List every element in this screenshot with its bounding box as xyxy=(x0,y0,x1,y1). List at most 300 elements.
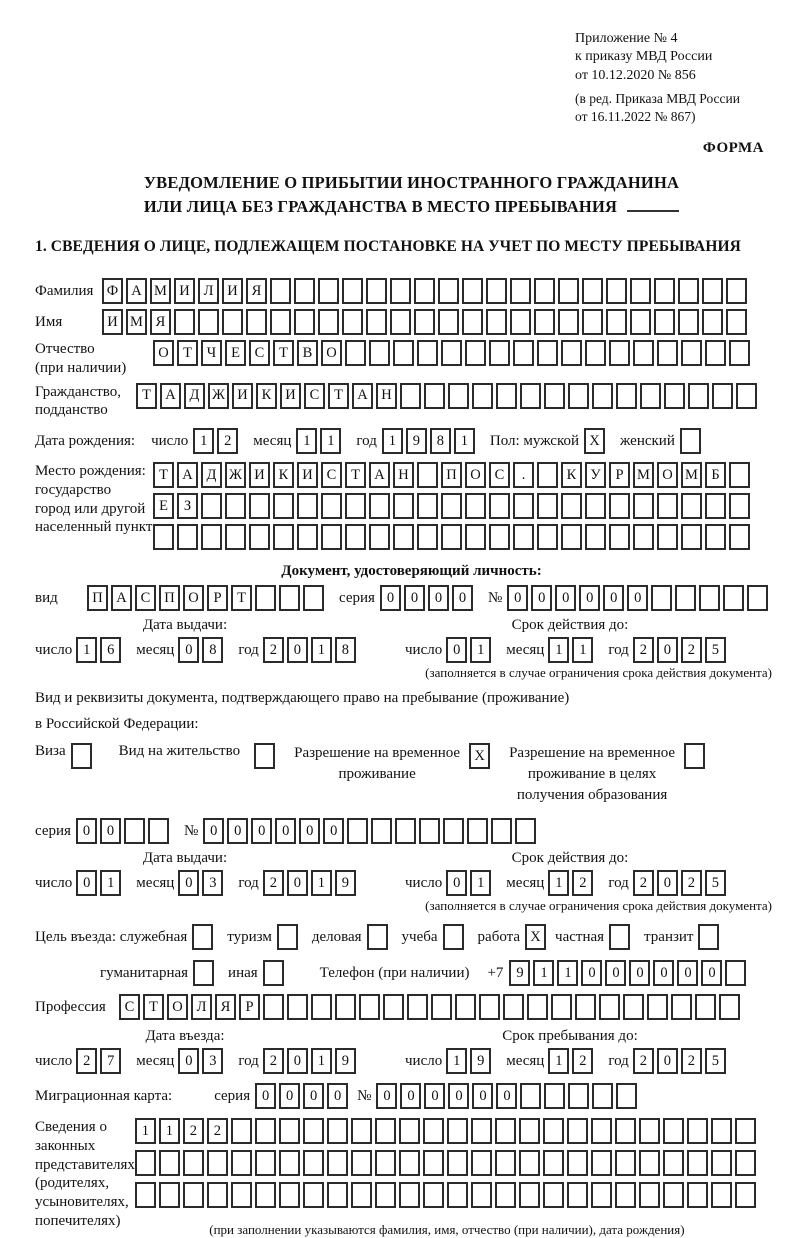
migration-card-number-input-cell-4[interactable]: 0 xyxy=(448,1083,469,1109)
surname-input-cell-5[interactable]: Л xyxy=(198,278,219,304)
profession-input-cell-18[interactable] xyxy=(527,994,548,1020)
id-issue-year-input-cell-2[interactable]: 0 xyxy=(287,637,308,663)
permit-number-input-cell-5[interactable]: 0 xyxy=(299,818,320,844)
patronymic-input-cell-21[interactable] xyxy=(633,340,654,366)
name-input-cell-23[interactable] xyxy=(630,309,651,335)
birthplace-input-row1-cell-5[interactable]: И xyxy=(249,462,270,488)
legal-reps-input-row2-cell-13[interactable] xyxy=(423,1150,444,1176)
name-input-cell-24[interactable] xyxy=(654,309,675,335)
birthplace-input-row1-cell-25[interactable] xyxy=(729,462,750,488)
legal-reps-input-row2-cell-10[interactable] xyxy=(351,1150,372,1176)
id-expiry-day-input-cell-2[interactable]: 1 xyxy=(470,637,491,663)
permit-number-input-cell-7[interactable] xyxy=(347,818,368,844)
migration-card-number-input-cell-5[interactable]: 0 xyxy=(472,1083,493,1109)
legal-reps-input-row3-cell-2[interactable] xyxy=(159,1182,180,1208)
name-input-cell-20[interactable] xyxy=(558,309,579,335)
legal-reps-input-row1-cell-23[interactable] xyxy=(663,1118,684,1144)
birthplace-input-row2-cell-21[interactable] xyxy=(633,493,654,519)
permit-number-input-cell-1[interactable]: 0 xyxy=(203,818,224,844)
permit-series-input-cell-3[interactable] xyxy=(124,818,145,844)
migration-card-series-input-cell-4[interactable]: 0 xyxy=(327,1083,348,1109)
birthplace-input-row2-cell-13[interactable] xyxy=(441,493,462,519)
citizenship-input-cell-4[interactable]: Ж xyxy=(208,383,229,409)
citizenship-input-cell-16[interactable] xyxy=(496,383,517,409)
stay-day-input-cell-2[interactable]: 9 xyxy=(470,1048,491,1074)
permit-expiry-year-input-cell-1[interactable]: 2 xyxy=(633,870,654,896)
visa-checkbox-cell-1[interactable] xyxy=(71,743,92,769)
phone-input-cell-2[interactable]: 1 xyxy=(533,960,554,986)
migration-card-series-input-cell-1[interactable]: 0 xyxy=(255,1083,276,1109)
id-expiry-year-input-cell-4[interactable]: 5 xyxy=(705,637,726,663)
birthplace-input-row2-cell-5[interactable] xyxy=(249,493,270,519)
legal-reps-input-row3-cell-5[interactable] xyxy=(231,1182,252,1208)
id-expiry-month-input-cell-2[interactable]: 1 xyxy=(572,637,593,663)
patronymic-input-cell-11[interactable] xyxy=(393,340,414,366)
citizenship-input-cell-15[interactable] xyxy=(472,383,493,409)
profession-input-cell-20[interactable] xyxy=(575,994,596,1020)
legal-reps-input-row3-cell-7[interactable] xyxy=(279,1182,300,1208)
birthplace-input-row3-cell-5[interactable] xyxy=(249,524,270,550)
surname-input-cell-6[interactable]: И xyxy=(222,278,243,304)
patronymic-input-cell-14[interactable] xyxy=(465,340,486,366)
birthplace-input-row1-cell-10[interactable]: А xyxy=(369,462,390,488)
legal-reps-input-row2-cell-18[interactable] xyxy=(543,1150,564,1176)
legal-reps-input-row3-cell-17[interactable] xyxy=(519,1182,540,1208)
legal-reps-input-row1-cell-12[interactable] xyxy=(399,1118,420,1144)
legal-reps-input-row2-cell-11[interactable] xyxy=(375,1150,396,1176)
birthplace-input-row3-cell-17[interactable] xyxy=(537,524,558,550)
birthplace-input-row2-cell-18[interactable] xyxy=(561,493,582,519)
permit-issue-year-input-cell-1[interactable]: 2 xyxy=(263,870,284,896)
birthplace-input-row1-cell-15[interactable]: С xyxy=(489,462,510,488)
id-expiry-year-input-cell-1[interactable]: 2 xyxy=(633,637,654,663)
profession-input-cell-16[interactable] xyxy=(479,994,500,1020)
migration-card-number-input-cell-2[interactable]: 0 xyxy=(400,1083,421,1109)
legal-reps-input-row3-cell-11[interactable] xyxy=(375,1182,396,1208)
birthplace-input-row1-cell-8[interactable]: С xyxy=(321,462,342,488)
legal-reps-input-row1-cell-14[interactable] xyxy=(447,1118,468,1144)
phone-input-cell-10[interactable] xyxy=(725,960,746,986)
permit-series-input-cell-2[interactable]: 0 xyxy=(100,818,121,844)
profession-input-cell-15[interactable] xyxy=(455,994,476,1020)
permit-number-input-cell-8[interactable] xyxy=(371,818,392,844)
permit-issue-year-input-cell-3[interactable]: 1 xyxy=(311,870,332,896)
phone-input-cell-8[interactable]: 0 xyxy=(677,960,698,986)
purpose-business-checkbox-cell-1[interactable] xyxy=(367,924,388,950)
id-doc-number-input-cell-3[interactable]: 0 xyxy=(555,585,576,611)
id-doc-number-input-cell-9[interactable] xyxy=(699,585,720,611)
legal-reps-input-row1-cell-18[interactable] xyxy=(543,1118,564,1144)
birth-day-input-cell-1[interactable]: 1 xyxy=(193,428,214,454)
id-doc-type-input-cell-9[interactable] xyxy=(279,585,300,611)
patronymic-input-cell-12[interactable] xyxy=(417,340,438,366)
id-expiry-year-input-cell-2[interactable]: 0 xyxy=(657,637,678,663)
birthplace-input-row3-cell-16[interactable] xyxy=(513,524,534,550)
citizenship-input-cell-25[interactable] xyxy=(712,383,733,409)
legal-reps-input-row1-cell-5[interactable] xyxy=(231,1118,252,1144)
migration-card-number-input-cell-9[interactable] xyxy=(568,1083,589,1109)
name-input-cell-16[interactable] xyxy=(462,309,483,335)
legal-reps-input-row1-cell-1[interactable]: 1 xyxy=(135,1118,156,1144)
citizenship-input-cell-1[interactable]: Т xyxy=(136,383,157,409)
legal-reps-input-row1-cell-26[interactable] xyxy=(735,1118,756,1144)
birthplace-input-row1-cell-3[interactable]: Д xyxy=(201,462,222,488)
birthplace-input-row2-cell-12[interactable] xyxy=(417,493,438,519)
birthplace-input-row1-cell-1[interactable]: Т xyxy=(153,462,174,488)
legal-reps-input-row2-cell-15[interactable] xyxy=(471,1150,492,1176)
birthplace-input-row2-cell-3[interactable] xyxy=(201,493,222,519)
id-doc-number-input-cell-4[interactable]: 0 xyxy=(579,585,600,611)
stay-day-input-cell-1[interactable]: 1 xyxy=(446,1048,467,1074)
citizenship-input-cell-14[interactable] xyxy=(448,383,469,409)
name-input-cell-15[interactable] xyxy=(438,309,459,335)
id-doc-number-input-cell-11[interactable] xyxy=(747,585,768,611)
birthplace-input-row3-cell-9[interactable] xyxy=(345,524,366,550)
birth-month-input-cell-1[interactable]: 1 xyxy=(296,428,317,454)
id-issue-day-input-cell-2[interactable]: 6 xyxy=(100,637,121,663)
permit-number-input-cell-12[interactable] xyxy=(467,818,488,844)
legal-reps-input-row2-cell-7[interactable] xyxy=(279,1150,300,1176)
legal-reps-input-row1-cell-13[interactable] xyxy=(423,1118,444,1144)
profession-input-cell-13[interactable] xyxy=(407,994,428,1020)
id-doc-type-input-cell-2[interactable]: А xyxy=(111,585,132,611)
legal-reps-input-row1-cell-7[interactable] xyxy=(279,1118,300,1144)
legal-reps-input-row2-cell-25[interactable] xyxy=(711,1150,732,1176)
permit-expiry-month-input-cell-1[interactable]: 1 xyxy=(548,870,569,896)
legal-reps-input-row3-cell-24[interactable] xyxy=(687,1182,708,1208)
legal-reps-input-row2-cell-24[interactable] xyxy=(687,1150,708,1176)
birthplace-input-row2-cell-19[interactable] xyxy=(585,493,606,519)
stay-year-input-cell-2[interactable]: 0 xyxy=(657,1048,678,1074)
citizenship-input-cell-17[interactable] xyxy=(520,383,541,409)
id-doc-series-input-cell-2[interactable]: 0 xyxy=(404,585,425,611)
purpose-private-checkbox-cell-1[interactable] xyxy=(609,924,630,950)
migration-card-number-input-cell-6[interactable]: 0 xyxy=(496,1083,517,1109)
citizenship-input-cell-21[interactable] xyxy=(616,383,637,409)
profession-input-cell-6[interactable]: Р xyxy=(239,994,260,1020)
birthplace-input-row1-cell-12[interactable] xyxy=(417,462,438,488)
name-input-cell-4[interactable] xyxy=(174,309,195,335)
citizenship-input-cell-7[interactable]: И xyxy=(280,383,301,409)
birthplace-input-row3-cell-6[interactable] xyxy=(273,524,294,550)
birthplace-input-row2-cell-8[interactable] xyxy=(321,493,342,519)
citizenship-input-cell-18[interactable] xyxy=(544,383,565,409)
legal-reps-input-row1-cell-24[interactable] xyxy=(687,1118,708,1144)
citizenship-input-cell-5[interactable]: И xyxy=(232,383,253,409)
legal-reps-input-row3-cell-26[interactable] xyxy=(735,1182,756,1208)
legal-reps-input-row3-cell-20[interactable] xyxy=(591,1182,612,1208)
birthplace-input-row3-cell-4[interactable] xyxy=(225,524,246,550)
birthplace-input-row3-cell-12[interactable] xyxy=(417,524,438,550)
citizenship-input-cell-23[interactable] xyxy=(664,383,685,409)
patronymic-input-cell-6[interactable]: Т xyxy=(273,340,294,366)
entry-year-input-cell-2[interactable]: 0 xyxy=(287,1048,308,1074)
citizenship-input-cell-26[interactable] xyxy=(736,383,757,409)
permit-series-input-cell-1[interactable]: 0 xyxy=(76,818,97,844)
patronymic-input-cell-22[interactable] xyxy=(657,340,678,366)
sex-female-checkbox-cell-1[interactable] xyxy=(680,428,701,454)
surname-input-cell-18[interactable] xyxy=(510,278,531,304)
permit-issue-month-input-cell-2[interactable]: 3 xyxy=(202,870,223,896)
surname-input-cell-22[interactable] xyxy=(606,278,627,304)
birthplace-input-row2-cell-2[interactable]: З xyxy=(177,493,198,519)
legal-reps-input-row3-cell-10[interactable] xyxy=(351,1182,372,1208)
id-doc-number-input-cell-8[interactable] xyxy=(675,585,696,611)
permit-issue-year-input-cell-4[interactable]: 9 xyxy=(335,870,356,896)
name-input-cell-27[interactable] xyxy=(726,309,747,335)
legal-reps-input-row2-cell-12[interactable] xyxy=(399,1150,420,1176)
name-input-cell-12[interactable] xyxy=(366,309,387,335)
legal-reps-input-row2-cell-4[interactable] xyxy=(207,1150,228,1176)
permit-number-input-cell-11[interactable] xyxy=(443,818,464,844)
legal-reps-input-row3-cell-14[interactable] xyxy=(447,1182,468,1208)
legal-reps-input-row1-cell-19[interactable] xyxy=(567,1118,588,1144)
name-input-cell-17[interactable] xyxy=(486,309,507,335)
patronymic-input-cell-20[interactable] xyxy=(609,340,630,366)
name-input-cell-13[interactable] xyxy=(390,309,411,335)
surname-input-cell-8[interactable] xyxy=(270,278,291,304)
legal-reps-input-row3-cell-12[interactable] xyxy=(399,1182,420,1208)
permit-issue-month-input-cell-1[interactable]: 0 xyxy=(178,870,199,896)
birthplace-input-row2-cell-25[interactable] xyxy=(729,493,750,519)
sex-male-checkbox-cell-1[interactable]: X xyxy=(584,428,605,454)
surname-input-cell-7[interactable]: Я xyxy=(246,278,267,304)
entry-day-input-cell-1[interactable]: 2 xyxy=(76,1048,97,1074)
birth-day-input-cell-2[interactable]: 2 xyxy=(217,428,238,454)
entry-year-input-cell-4[interactable]: 9 xyxy=(335,1048,356,1074)
purpose-tourism-checkbox-cell-1[interactable] xyxy=(277,924,298,950)
profession-input-cell-4[interactable]: Л xyxy=(191,994,212,1020)
phone-input-cell-3[interactable]: 1 xyxy=(557,960,578,986)
purpose-study-checkbox-cell-1[interactable] xyxy=(443,924,464,950)
legal-reps-input-row3-cell-25[interactable] xyxy=(711,1182,732,1208)
legal-reps-input-row3-cell-4[interactable] xyxy=(207,1182,228,1208)
legal-reps-input-row3-cell-23[interactable] xyxy=(663,1182,684,1208)
surname-input-cell-13[interactable] xyxy=(390,278,411,304)
surname-input-cell-11[interactable] xyxy=(342,278,363,304)
legal-reps-input-row3-cell-3[interactable] xyxy=(183,1182,204,1208)
birthplace-input-row3-cell-19[interactable] xyxy=(585,524,606,550)
birthplace-input-row3-cell-8[interactable] xyxy=(321,524,342,550)
patronymic-input-cell-17[interactable] xyxy=(537,340,558,366)
legal-reps-input-row3-cell-15[interactable] xyxy=(471,1182,492,1208)
id-doc-number-input-cell-7[interactable] xyxy=(651,585,672,611)
birthplace-input-row1-cell-16[interactable]: . xyxy=(513,462,534,488)
entry-day-input-cell-2[interactable]: 7 xyxy=(100,1048,121,1074)
legal-reps-input-row2-cell-14[interactable] xyxy=(447,1150,468,1176)
citizenship-input-cell-20[interactable] xyxy=(592,383,613,409)
birthplace-input-row2-cell-17[interactable] xyxy=(537,493,558,519)
patronymic-input-cell-10[interactable] xyxy=(369,340,390,366)
surname-input-cell-15[interactable] xyxy=(438,278,459,304)
id-expiry-year-input-cell-3[interactable]: 2 xyxy=(681,637,702,663)
name-input-cell-2[interactable]: М xyxy=(126,309,147,335)
profession-input-cell-21[interactable] xyxy=(599,994,620,1020)
name-input-cell-22[interactable] xyxy=(606,309,627,335)
birthplace-input-row1-cell-20[interactable]: Р xyxy=(609,462,630,488)
permit-expiry-month-input-cell-2[interactable]: 2 xyxy=(572,870,593,896)
birthplace-input-row2-cell-10[interactable] xyxy=(369,493,390,519)
birthplace-input-row2-cell-24[interactable] xyxy=(705,493,726,519)
birthplace-input-row2-cell-9[interactable] xyxy=(345,493,366,519)
patronymic-input-cell-15[interactable] xyxy=(489,340,510,366)
birthplace-input-row1-cell-22[interactable]: О xyxy=(657,462,678,488)
id-doc-series-input-cell-1[interactable]: 0 xyxy=(380,585,401,611)
surname-input-cell-14[interactable] xyxy=(414,278,435,304)
birthplace-input-row3-cell-25[interactable] xyxy=(729,524,750,550)
name-input-cell-19[interactable] xyxy=(534,309,555,335)
legal-reps-input-row2-cell-21[interactable] xyxy=(615,1150,636,1176)
surname-input-cell-10[interactable] xyxy=(318,278,339,304)
legal-reps-input-row3-cell-8[interactable] xyxy=(303,1182,324,1208)
surname-input-cell-25[interactable] xyxy=(678,278,699,304)
legal-reps-input-row2-cell-9[interactable] xyxy=(327,1150,348,1176)
legal-reps-input-row2-cell-1[interactable] xyxy=(135,1150,156,1176)
patronymic-input-cell-16[interactable] xyxy=(513,340,534,366)
purpose-official-checkbox-cell-1[interactable] xyxy=(192,924,213,950)
citizenship-input-cell-8[interactable]: С xyxy=(304,383,325,409)
patronymic-input-cell-3[interactable]: Ч xyxy=(201,340,222,366)
birthplace-input-row1-cell-7[interactable]: И xyxy=(297,462,318,488)
citizenship-input-cell-10[interactable]: А xyxy=(352,383,373,409)
patronymic-input-cell-4[interactable]: Е xyxy=(225,340,246,366)
birthplace-input-row3-cell-1[interactable] xyxy=(153,524,174,550)
legal-reps-input-row2-cell-2[interactable] xyxy=(159,1150,180,1176)
phone-input-cell-4[interactable]: 0 xyxy=(581,960,602,986)
patronymic-input-cell-13[interactable] xyxy=(441,340,462,366)
birthplace-input-row3-cell-3[interactable] xyxy=(201,524,222,550)
birthplace-input-row3-cell-15[interactable] xyxy=(489,524,510,550)
id-doc-number-input-cell-5[interactable]: 0 xyxy=(603,585,624,611)
birthplace-input-row2-cell-16[interactable] xyxy=(513,493,534,519)
permit-number-input-cell-6[interactable]: 0 xyxy=(323,818,344,844)
legal-reps-input-row3-cell-21[interactable] xyxy=(615,1182,636,1208)
legal-reps-input-row3-cell-22[interactable] xyxy=(639,1182,660,1208)
id-doc-type-input-cell-3[interactable]: С xyxy=(135,585,156,611)
patronymic-input-cell-23[interactable] xyxy=(681,340,702,366)
profession-input-cell-8[interactable] xyxy=(287,994,308,1020)
id-doc-number-input-cell-10[interactable] xyxy=(723,585,744,611)
patronymic-input-cell-8[interactable]: О xyxy=(321,340,342,366)
citizenship-input-cell-11[interactable]: Н xyxy=(376,383,397,409)
name-input-cell-5[interactable] xyxy=(198,309,219,335)
surname-input-cell-26[interactable] xyxy=(702,278,723,304)
profession-input-cell-22[interactable] xyxy=(623,994,644,1020)
name-input-cell-21[interactable] xyxy=(582,309,603,335)
entry-month-input-cell-1[interactable]: 0 xyxy=(178,1048,199,1074)
phone-input-cell-5[interactable]: 0 xyxy=(605,960,626,986)
id-doc-number-input-cell-6[interactable]: 0 xyxy=(627,585,648,611)
id-expiry-day-input-cell-1[interactable]: 0 xyxy=(446,637,467,663)
id-issue-month-input-cell-1[interactable]: 0 xyxy=(178,637,199,663)
id-doc-number-input-cell-2[interactable]: 0 xyxy=(531,585,552,611)
id-doc-type-input-cell-4[interactable]: П xyxy=(159,585,180,611)
name-input-cell-8[interactable] xyxy=(270,309,291,335)
name-input-cell-25[interactable] xyxy=(678,309,699,335)
permit-expiry-year-input-cell-3[interactable]: 2 xyxy=(681,870,702,896)
legal-reps-input-row3-cell-19[interactable] xyxy=(567,1182,588,1208)
birthplace-input-row3-cell-22[interactable] xyxy=(657,524,678,550)
birthplace-input-row2-cell-15[interactable] xyxy=(489,493,510,519)
birthplace-input-row3-cell-24[interactable] xyxy=(705,524,726,550)
birth-month-input-cell-2[interactable]: 1 xyxy=(320,428,341,454)
legal-reps-input-row2-cell-20[interactable] xyxy=(591,1150,612,1176)
phone-input-cell-9[interactable]: 0 xyxy=(701,960,722,986)
name-input-cell-3[interactable]: Я xyxy=(150,309,171,335)
profession-input-cell-17[interactable] xyxy=(503,994,524,1020)
birthplace-input-row2-cell-14[interactable] xyxy=(465,493,486,519)
birthplace-input-row1-cell-18[interactable]: К xyxy=(561,462,582,488)
legal-reps-input-row3-cell-6[interactable] xyxy=(255,1182,276,1208)
name-input-cell-10[interactable] xyxy=(318,309,339,335)
birth-year-input-cell-3[interactable]: 8 xyxy=(430,428,451,454)
profession-input-cell-10[interactable] xyxy=(335,994,356,1020)
migration-card-series-input-cell-2[interactable]: 0 xyxy=(279,1083,300,1109)
profession-input-cell-1[interactable]: С xyxy=(119,994,140,1020)
permit-issue-day-input-cell-2[interactable]: 1 xyxy=(100,870,121,896)
id-doc-type-input-cell-10[interactable] xyxy=(303,585,324,611)
birthplace-input-row3-cell-18[interactable] xyxy=(561,524,582,550)
patronymic-input-cell-1[interactable]: О xyxy=(153,340,174,366)
migration-card-number-input-cell-7[interactable] xyxy=(520,1083,541,1109)
legal-reps-input-row1-cell-10[interactable] xyxy=(351,1118,372,1144)
name-input-cell-7[interactable] xyxy=(246,309,267,335)
profession-input-cell-9[interactable] xyxy=(311,994,332,1020)
permit-issue-day-input-cell-1[interactable]: 0 xyxy=(76,870,97,896)
name-input-cell-26[interactable] xyxy=(702,309,723,335)
legal-reps-input-row1-cell-3[interactable]: 2 xyxy=(183,1118,204,1144)
legal-reps-input-row2-cell-17[interactable] xyxy=(519,1150,540,1176)
profession-input-cell-7[interactable] xyxy=(263,994,284,1020)
citizenship-input-cell-22[interactable] xyxy=(640,383,661,409)
temp-residence-checkbox-cell-1[interactable]: X xyxy=(469,743,490,769)
birthplace-input-row2-cell-1[interactable]: Е xyxy=(153,493,174,519)
profession-input-cell-11[interactable] xyxy=(359,994,380,1020)
legal-reps-input-row2-cell-8[interactable] xyxy=(303,1150,324,1176)
surname-input-cell-21[interactable] xyxy=(582,278,603,304)
legal-reps-input-row2-cell-16[interactable] xyxy=(495,1150,516,1176)
legal-reps-input-row3-cell-13[interactable] xyxy=(423,1182,444,1208)
id-issue-year-input-cell-4[interactable]: 8 xyxy=(335,637,356,663)
purpose-humanitarian-checkbox-cell-1[interactable] xyxy=(193,960,214,986)
citizenship-input-cell-6[interactable]: К xyxy=(256,383,277,409)
id-issue-day-input-cell-1[interactable]: 1 xyxy=(76,637,97,663)
birthplace-input-row1-cell-23[interactable]: М xyxy=(681,462,702,488)
profession-input-cell-25[interactable] xyxy=(695,994,716,1020)
id-doc-type-input-cell-7[interactable]: Т xyxy=(231,585,252,611)
name-input-cell-14[interactable] xyxy=(414,309,435,335)
legal-reps-input-row2-cell-19[interactable] xyxy=(567,1150,588,1176)
profession-input-cell-24[interactable] xyxy=(671,994,692,1020)
stay-month-input-cell-2[interactable]: 2 xyxy=(572,1048,593,1074)
id-doc-type-input-cell-8[interactable] xyxy=(255,585,276,611)
permit-number-input-cell-3[interactable]: 0 xyxy=(251,818,272,844)
profession-input-cell-23[interactable] xyxy=(647,994,668,1020)
birthplace-input-row2-cell-7[interactable] xyxy=(297,493,318,519)
legal-reps-input-row1-cell-4[interactable]: 2 xyxy=(207,1118,228,1144)
citizenship-input-cell-12[interactable] xyxy=(400,383,421,409)
patronymic-input-cell-18[interactable] xyxy=(561,340,582,366)
migration-card-number-input-cell-10[interactable] xyxy=(592,1083,613,1109)
birth-year-input-cell-2[interactable]: 9 xyxy=(406,428,427,454)
birthplace-input-row2-cell-23[interactable] xyxy=(681,493,702,519)
birth-year-input-cell-1[interactable]: 1 xyxy=(382,428,403,454)
surname-input-cell-20[interactable] xyxy=(558,278,579,304)
birthplace-input-row2-cell-20[interactable] xyxy=(609,493,630,519)
name-input-cell-9[interactable] xyxy=(294,309,315,335)
legal-reps-input-row1-cell-15[interactable] xyxy=(471,1118,492,1144)
legal-reps-input-row1-cell-21[interactable] xyxy=(615,1118,636,1144)
